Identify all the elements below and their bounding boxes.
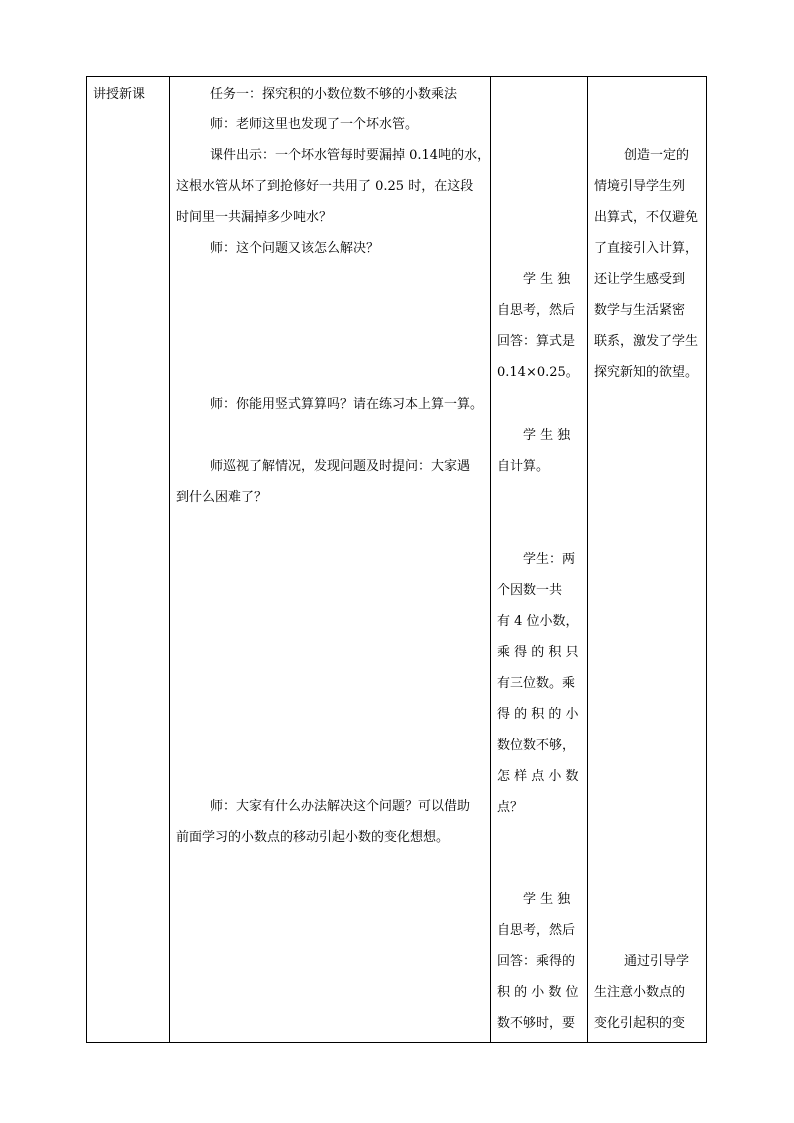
intent-line: 了直接引入计算， bbox=[594, 241, 699, 256]
student-line: 学 生 独 bbox=[523, 428, 571, 443]
student-line: 有三位数。乘 bbox=[497, 676, 576, 691]
student-line: 个因数一共 bbox=[497, 583, 563, 598]
intent-line: 通过引导学 bbox=[624, 954, 690, 969]
intent-line: 联系，激发了学生 bbox=[594, 334, 699, 349]
student-line: 怎 样 点 小 数 bbox=[497, 769, 579, 784]
teacher-line: 时间里一共漏掉多少吨水？ bbox=[176, 210, 333, 225]
intent-line: 出算式，不仅避免 bbox=[594, 210, 699, 225]
student-line: 回答：乘得的 bbox=[497, 954, 576, 969]
teacher-activity-cell bbox=[170, 77, 490, 1042]
teacher-line: 这根水管从坏了到抢修好一共用了 0.25 时，在这段 bbox=[176, 179, 474, 194]
intent-line: 情境引导学生列 bbox=[594, 179, 686, 194]
student-line: 自思考，然后 bbox=[497, 923, 576, 938]
student-line: 数位数不够， bbox=[497, 738, 576, 753]
intent-line: 创造一定的 bbox=[624, 148, 690, 163]
intent-line: 数学与生活紧密 bbox=[594, 303, 686, 318]
teacher-line: 任务一：探究积的小数位数不够的小数乘法 bbox=[210, 87, 458, 102]
teacher-line: 师：老师这里也发现了一个坏水管。 bbox=[210, 117, 419, 132]
teacher-line: 师巡视了解情况，发现问题及时提问：大家遇 bbox=[210, 459, 471, 474]
student-line: 得 的 积 的 小 bbox=[497, 707, 579, 722]
student-line: 回答：算式是 bbox=[497, 334, 576, 349]
student-line: 学 生 独 bbox=[523, 892, 571, 907]
design-intent-cell bbox=[588, 77, 706, 1042]
student-line: 乘 得 的 积 只 bbox=[497, 645, 579, 660]
student-line: 有 4 位小数， bbox=[497, 614, 579, 629]
student-line: 点？ bbox=[497, 800, 524, 815]
intent-line: 还让学生感受到 bbox=[594, 272, 686, 287]
teacher-line: 师：大家有什么办法解决这个问题？可以借助 bbox=[210, 799, 471, 814]
student-line: 学 生 独 bbox=[523, 272, 571, 287]
teacher-line: 师：这个问题又该怎么解决？ bbox=[210, 241, 380, 256]
student-line: 积 的 小 数 位 bbox=[497, 985, 579, 1000]
lesson-table bbox=[86, 76, 707, 1043]
student-activity-cell bbox=[491, 77, 587, 1042]
section-label: 讲授新课 bbox=[93, 87, 146, 102]
intent-line: 变化引起积的变 bbox=[594, 1016, 686, 1031]
student-line: 0.14×0.25。 bbox=[497, 365, 579, 380]
section-label-cell bbox=[87, 77, 169, 1042]
teacher-line: 前面学习的小数点的移动引起小数的变化想想。 bbox=[176, 830, 450, 845]
student-line: 自思考，然后 bbox=[497, 303, 576, 318]
intent-line: 生注意小数点的 bbox=[594, 985, 686, 1000]
teacher-line: 师：你能用竖式算算吗？请在练习本上算一算。 bbox=[210, 397, 484, 412]
teacher-line: 到什么困难了？ bbox=[176, 490, 268, 505]
student-line: 数不够时，要 bbox=[497, 1016, 576, 1031]
intent-line: 探究新知的欲望。 bbox=[594, 365, 699, 380]
teacher-line: 课件出示：一个坏水管每时要漏掉 0.14吨的水， bbox=[210, 148, 491, 163]
student-line: 自计算。 bbox=[497, 459, 550, 474]
student-line: 学生：两 bbox=[523, 552, 576, 567]
